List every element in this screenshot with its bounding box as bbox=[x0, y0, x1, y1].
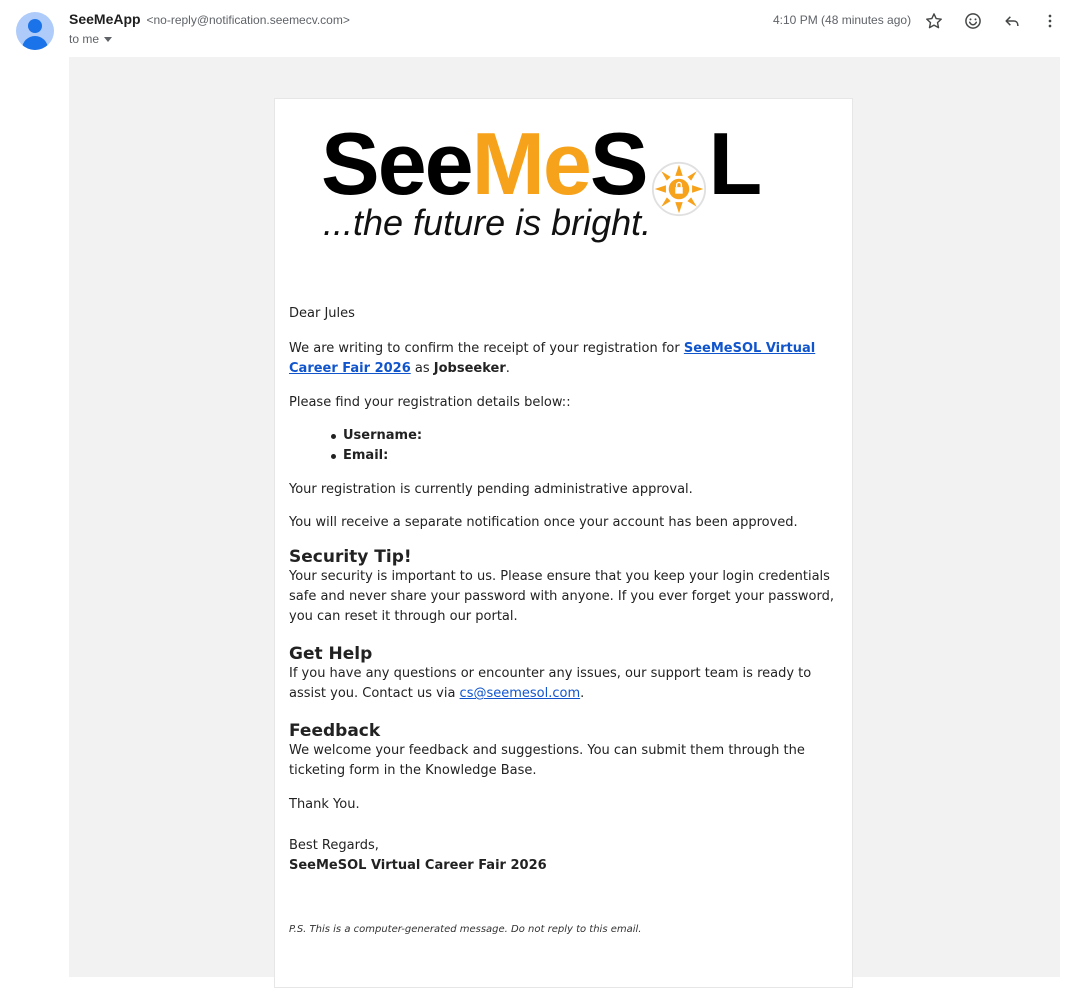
registration-details-list bbox=[289, 426, 841, 466]
list-item: Username: bbox=[329, 426, 841, 446]
signature: SeeMeSOL Virtual Career Fair 2026 bbox=[289, 858, 547, 873]
timestamp: 4:10 PM (48 minutes ago) bbox=[773, 13, 912, 27]
reply-icon[interactable] bbox=[999, 8, 1025, 34]
regards-text: Best Regards, bbox=[289, 838, 379, 853]
intro-paragraph bbox=[289, 339, 841, 379]
help-text: If you have any questions or encounter any issues, our support team is ready to assist you. Contact us via bbox=[289, 666, 812, 701]
security-text: Your security is important to us. Please ensure that you keep your login credentials safe and never share your password with anyone. If you ever forget your password, you can reset it through our portal. bbox=[289, 569, 834, 624]
logo-text-l: L bbox=[708, 114, 761, 213]
career-fair-link[interactable]: SeeMeSOL Virtual Career Fair 2026 bbox=[289, 341, 816, 376]
email-card bbox=[274, 98, 853, 988]
star-icon[interactable] bbox=[921, 8, 947, 34]
feedback-text: We welcome your feedback and suggestions. You can submit them through the ticketing form in the Knowledge Base. bbox=[289, 743, 805, 778]
intro-text: We are writing to confirm the receipt of your registration for bbox=[289, 341, 684, 356]
email-body-wrapper bbox=[69, 57, 1060, 977]
help-heading: Get Help bbox=[289, 644, 373, 664]
logo-tagline: ...the future is bright. bbox=[323, 202, 652, 243]
logo-text-see: See bbox=[321, 114, 472, 213]
details-intro: Please find your registration details below:: bbox=[289, 395, 571, 410]
sender-line bbox=[69, 11, 350, 27]
intro-end: . bbox=[505, 361, 510, 376]
list-item: Email: bbox=[329, 446, 841, 466]
logo-text-me: Me bbox=[471, 114, 590, 213]
more-vert-icon[interactable] bbox=[1037, 8, 1063, 34]
logo-text-s: S bbox=[589, 114, 647, 213]
security-heading: Security Tip! bbox=[289, 547, 412, 567]
help-end: . bbox=[580, 686, 585, 701]
support-email-link[interactable]: cs@seemesol.com bbox=[459, 686, 581, 701]
chevron-down-icon bbox=[104, 37, 112, 42]
email-content bbox=[289, 304, 841, 940]
to-label: to me bbox=[69, 32, 100, 46]
sun-icon bbox=[651, 137, 707, 193]
ps-note: P.S. This is a computer-generated message. Do not reply to this email. bbox=[289, 924, 642, 935]
help-paragraph bbox=[289, 664, 841, 704]
thanks-text: Thank You. bbox=[289, 797, 360, 812]
sender-avatar[interactable] bbox=[16, 12, 54, 50]
seemesol-logo bbox=[321, 114, 821, 254]
intro-mid-text: as bbox=[410, 361, 434, 376]
feedback-heading: Feedback bbox=[289, 721, 381, 741]
pending-text: Your registration is currently pending administrative approval. bbox=[289, 482, 693, 497]
greeting: Dear Jules bbox=[289, 306, 355, 321]
sender-email: <no-reply@notification.seemecv.com> bbox=[146, 13, 350, 27]
recipient-details-toggle[interactable] bbox=[69, 32, 112, 46]
emoji-icon[interactable] bbox=[960, 8, 986, 34]
notify-text: You will receive a separate notification once your account has been approved. bbox=[289, 515, 798, 530]
sender-name[interactable]: SeeMeApp bbox=[69, 11, 141, 27]
role-text: Jobseeker bbox=[433, 361, 506, 376]
